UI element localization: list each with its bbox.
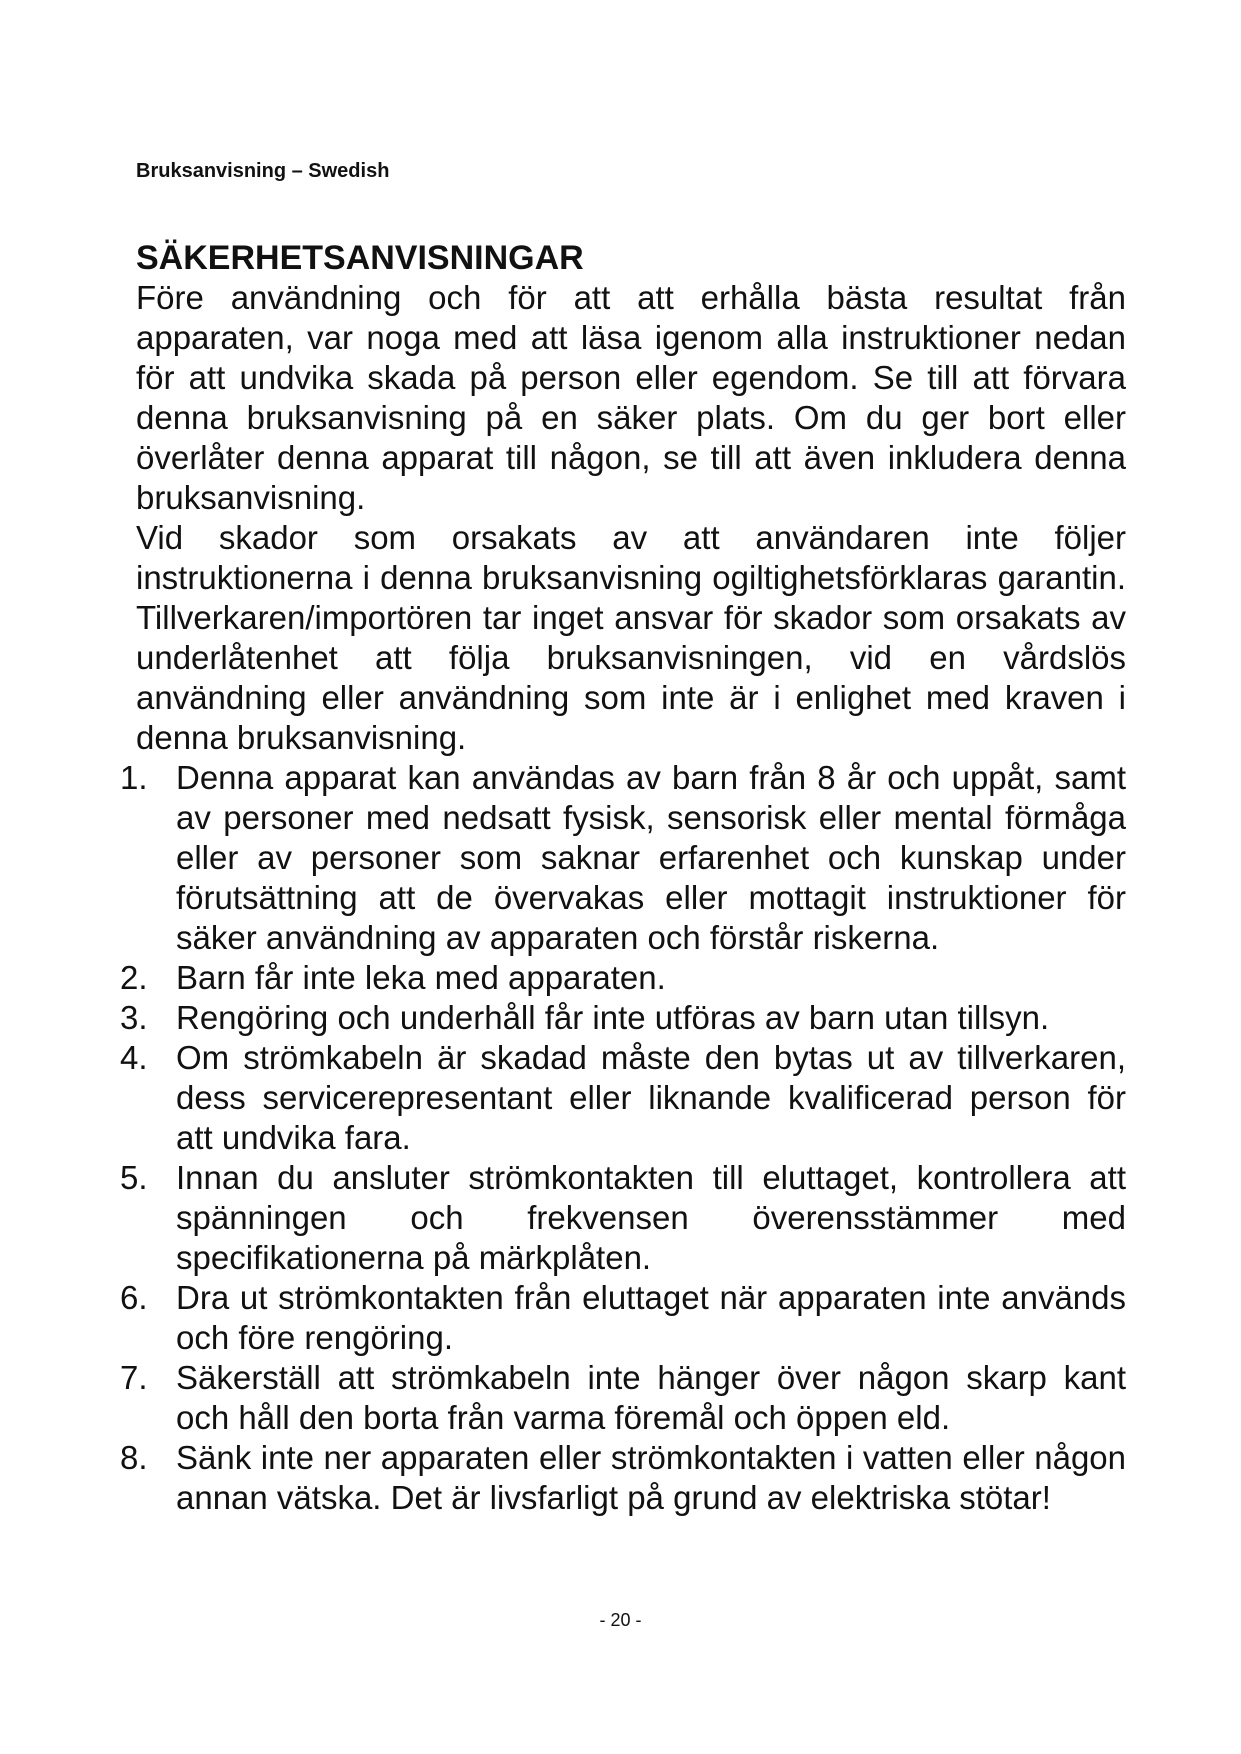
list-item (120, 758, 1126, 958)
list-item-number: 8. (120, 1439, 148, 1476)
list-item-number: 4. (120, 1039, 148, 1076)
list-item (120, 1158, 1126, 1278)
list-item-text: Dra ut strömkontakten från eluttaget när apparaten inte används och före rengöring. (176, 1279, 1126, 1356)
list-item (120, 1278, 1126, 1358)
list-item-number: 6. (120, 1279, 148, 1316)
safety-instructions-list (120, 758, 1126, 1518)
safety-section (120, 238, 1126, 1518)
list-item (120, 1358, 1126, 1438)
list-item-number: 1. (120, 759, 148, 796)
list-item-number: 3. (120, 999, 148, 1036)
list-item (120, 1038, 1126, 1158)
list-item-text: Innan du ansluter strömkontakten till eluttaget, kontrollera att spänningen och frekvensen överensstämmer med specifikationerna på märkplåten. (176, 1159, 1126, 1276)
list-item-number: 5. (120, 1159, 148, 1196)
intro-paragraph-2: Vid skador som orsakats av att användaren inte följer instruktionerna i denna bruksanvisning ogiltighetsförklaras garantin. Tillverkaren/importören tar inget ansvar för skador som orsakats av underlåtenhet att följa bruksanvisningen, vid en vårdslös användning eller användning som inte är i enlighet med kraven i denna bruksanvisning. (136, 519, 1126, 756)
section-title: SÄKERHETSANVISNINGAR (136, 239, 584, 277)
intro-paragraph-1: Före användning och för att att erhålla bästa resultat från apparaten, var noga med att läsa igenom alla instruktioner nedan för att undvika skada på person eller egendom. Se till att förvara denna bruksanvisning på en säker plats. Om du ger bort eller överlåter denna apparat till någon, se till att även inkludera denna bruksanvisning. (136, 279, 1126, 516)
list-item-number: 7. (120, 1359, 148, 1396)
list-item-text: Om strömkabeln är skadad måste den bytas ut av tillverkaren, dess servicerepresentant eller liknande kvalificerad person för att undvika fara. (176, 1039, 1126, 1156)
page-number: - 20 - (599, 1610, 642, 1630)
list-item-text: Barn får inte leka med apparaten. (176, 959, 666, 996)
list-item (120, 998, 1126, 1038)
list-item-number: 2. (120, 959, 148, 996)
list-item-text: Sänk inte ner apparaten eller strömkontakten i vatten eller någon annan vätska. Det är livsfarligt på grund av elektriska stötar! (176, 1439, 1126, 1516)
list-item-text: Rengöring och underhåll får inte utföras av barn utan tillsyn. (176, 999, 1050, 1036)
list-item-text: Denna apparat kan användas av barn från 8 år och uppåt, samt av personer med nedsatt fysisk, sensorisk eller mental förmåga eller av personer som saknar erfarenhet och kunskap under förutsättning att de övervakas eller mottagit instruktioner för säker användning av apparaten och förstår riskerna. (176, 759, 1126, 956)
list-item-text: Säkerställ att strömkabeln inte hänger över någon skarp kant och håll den borta från varma föremål och öppen eld. (176, 1359, 1126, 1436)
document-header: Bruksanvisning – Swedish (136, 160, 390, 182)
list-item (120, 958, 1126, 998)
list-item (120, 1438, 1126, 1518)
